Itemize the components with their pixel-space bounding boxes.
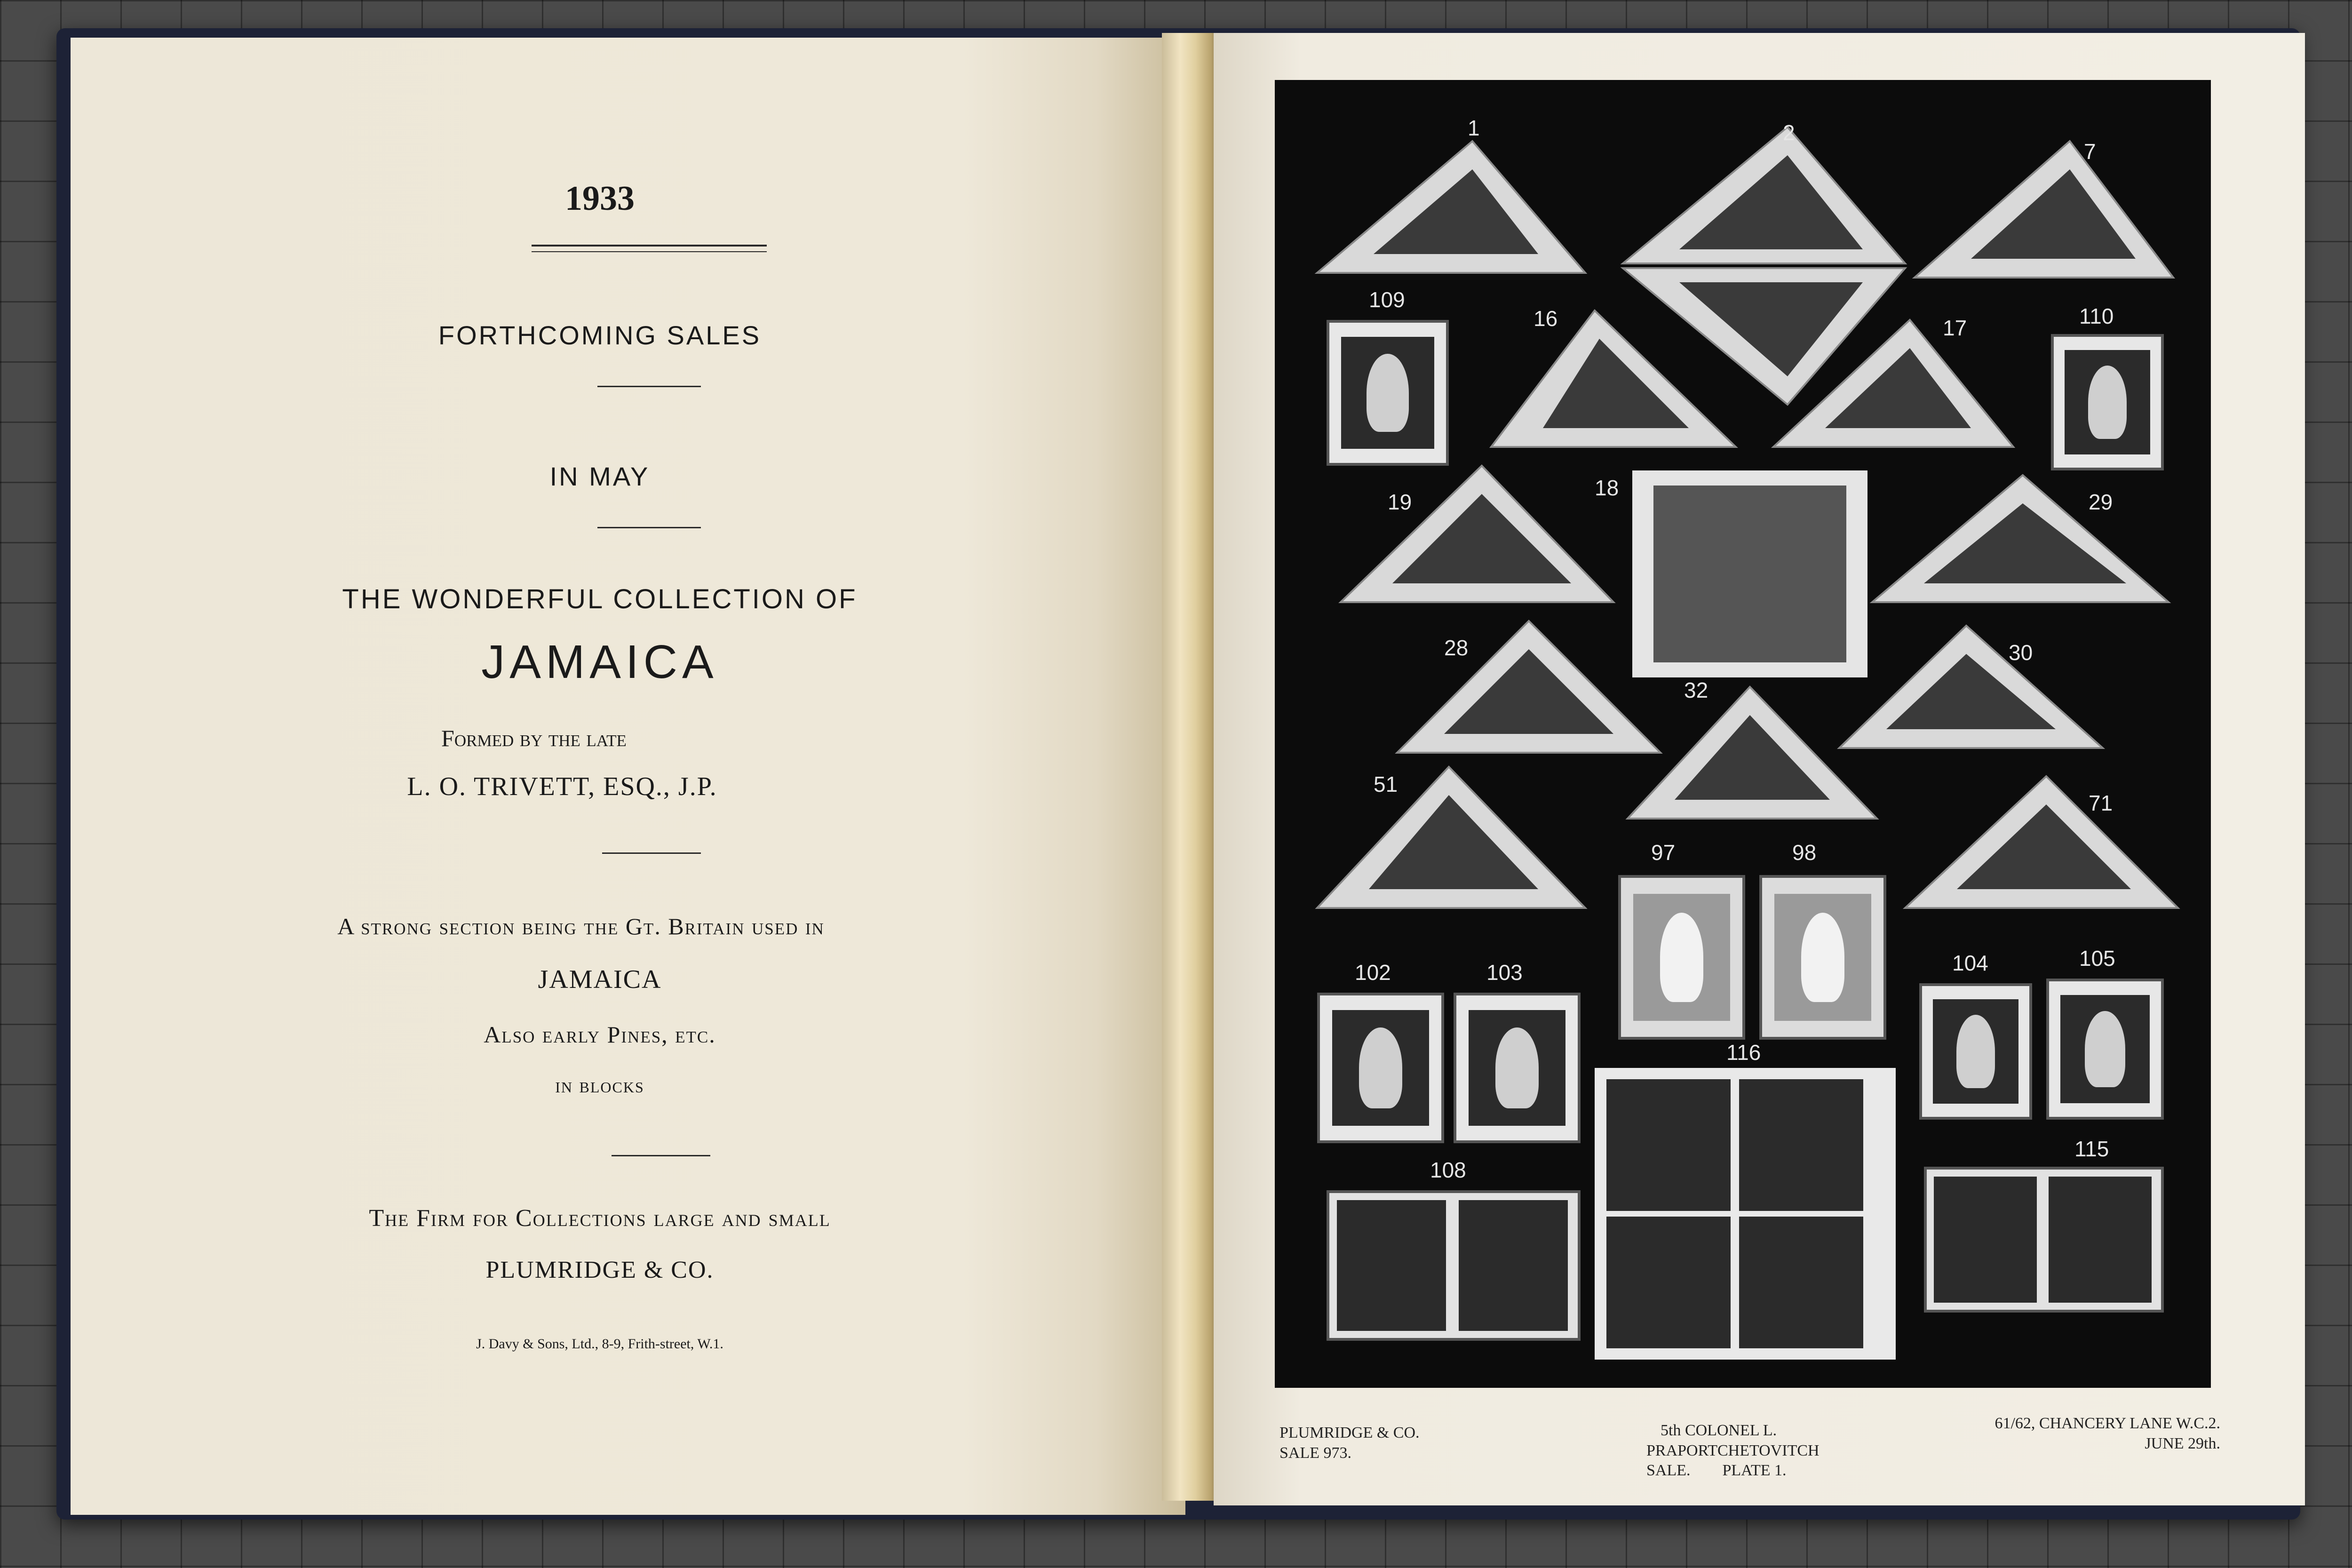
stamp-number: 102	[1355, 960, 1391, 985]
caption-line: 61/62, CHANCERY LANE W.C.2.	[1994, 1415, 2220, 1432]
caption-line: JUNE 29th.	[2145, 1434, 2220, 1452]
section-line: A strong section being the Gt. Britain used in	[337, 913, 825, 939]
heading-forthcoming-sales: FORTHCOMING SALES	[438, 320, 762, 350]
divider-rule	[597, 386, 701, 387]
caption-address	[1938, 1414, 2220, 1454]
stamp-108-pair	[1327, 1190, 1581, 1341]
stamp-number: 71	[2089, 791, 2113, 815]
collection-name: JAMAICA	[481, 636, 718, 688]
caption-auctioneer	[1279, 1423, 1420, 1463]
divider-rule	[612, 1155, 710, 1156]
stamp-18-pair	[1632, 470, 1867, 677]
stamp-97	[1618, 875, 1745, 1040]
firm-tagline: The Firm for Collections large and small	[369, 1205, 831, 1232]
stamp-number: 7	[2084, 139, 2096, 164]
caption-line: 5th COLONEL L.	[1661, 1422, 1777, 1439]
section-place: JAMAICA	[538, 965, 662, 994]
stamp-plate-photo	[1275, 80, 2211, 1388]
stamp-number: 17	[1943, 316, 1967, 340]
stamp-number: 103	[1486, 960, 1523, 985]
formed-by-line: Formed by the late	[441, 725, 627, 751]
blocks-line: in blocks	[555, 1073, 644, 1097]
stamp-105	[2046, 979, 2164, 1120]
divider-rule	[602, 852, 701, 854]
stamp-number: 18	[1595, 476, 1619, 500]
heading-in-may: IN MAY	[549, 462, 650, 491]
stamp-number: 108	[1430, 1158, 1466, 1182]
firm-name: PLUMRIDGE & CO.	[485, 1257, 714, 1283]
stamp-number: 28	[1444, 636, 1469, 660]
stamp-number: 16	[1534, 306, 1558, 331]
stamp-number: 97	[1651, 840, 1676, 865]
divider-rule	[532, 251, 767, 252]
stamp-number: 98	[1792, 840, 1817, 865]
stamp-110	[2051, 334, 2164, 470]
year-heading: 1933	[565, 179, 635, 218]
collector-name: L. O. TRIVETT, ESQ., J.P.	[407, 772, 717, 801]
stamp-number: 105	[2079, 946, 2115, 971]
stamp-number: 29	[2089, 490, 2113, 514]
stamp-number: 30	[2009, 640, 2033, 665]
stamp-104	[1919, 983, 2032, 1120]
stamp-number: 110	[2079, 304, 2114, 328]
stamp-number: 104	[1952, 951, 1988, 975]
stamp-number: 116	[1726, 1040, 1761, 1065]
stamp-103	[1454, 993, 1581, 1143]
stamp-number: 115	[2074, 1137, 2109, 1161]
caption-sale	[1646, 1421, 1820, 1481]
divider-rule	[597, 527, 701, 528]
stamp-number: 109	[1369, 287, 1405, 312]
stamp-102	[1317, 993, 1444, 1143]
caption-line: SALE. PLATE 1.	[1646, 1462, 1787, 1479]
collection-title: THE WONDERFUL COLLECTION OF	[342, 584, 858, 614]
stamp-number: 1	[1468, 116, 1480, 140]
stamp-number: 32	[1684, 678, 1708, 702]
stamp-98	[1759, 875, 1886, 1040]
stamp-number: 2	[1783, 120, 1795, 145]
printer-imprint: J. Davy & Sons, Ltd., 8-9, Frith-street, W.1.	[476, 1336, 723, 1352]
stamp-115-pair	[1924, 1167, 2164, 1313]
also-line: Also early Pines, etc.	[484, 1021, 716, 1048]
stamp-109	[1327, 320, 1449, 466]
stamp-number: 51	[1374, 772, 1398, 796]
caption-line: PRAPORTCHETOVITCH	[1646, 1441, 1820, 1459]
stamp-116-block	[1595, 1068, 1896, 1360]
left-page	[71, 38, 1185, 1515]
stamp-number: 19	[1388, 490, 1412, 514]
caption-line: SALE 973.	[1279, 1444, 1351, 1462]
divider-rule	[532, 245, 767, 247]
caption-line: PLUMRIDGE & CO.	[1279, 1424, 1420, 1441]
